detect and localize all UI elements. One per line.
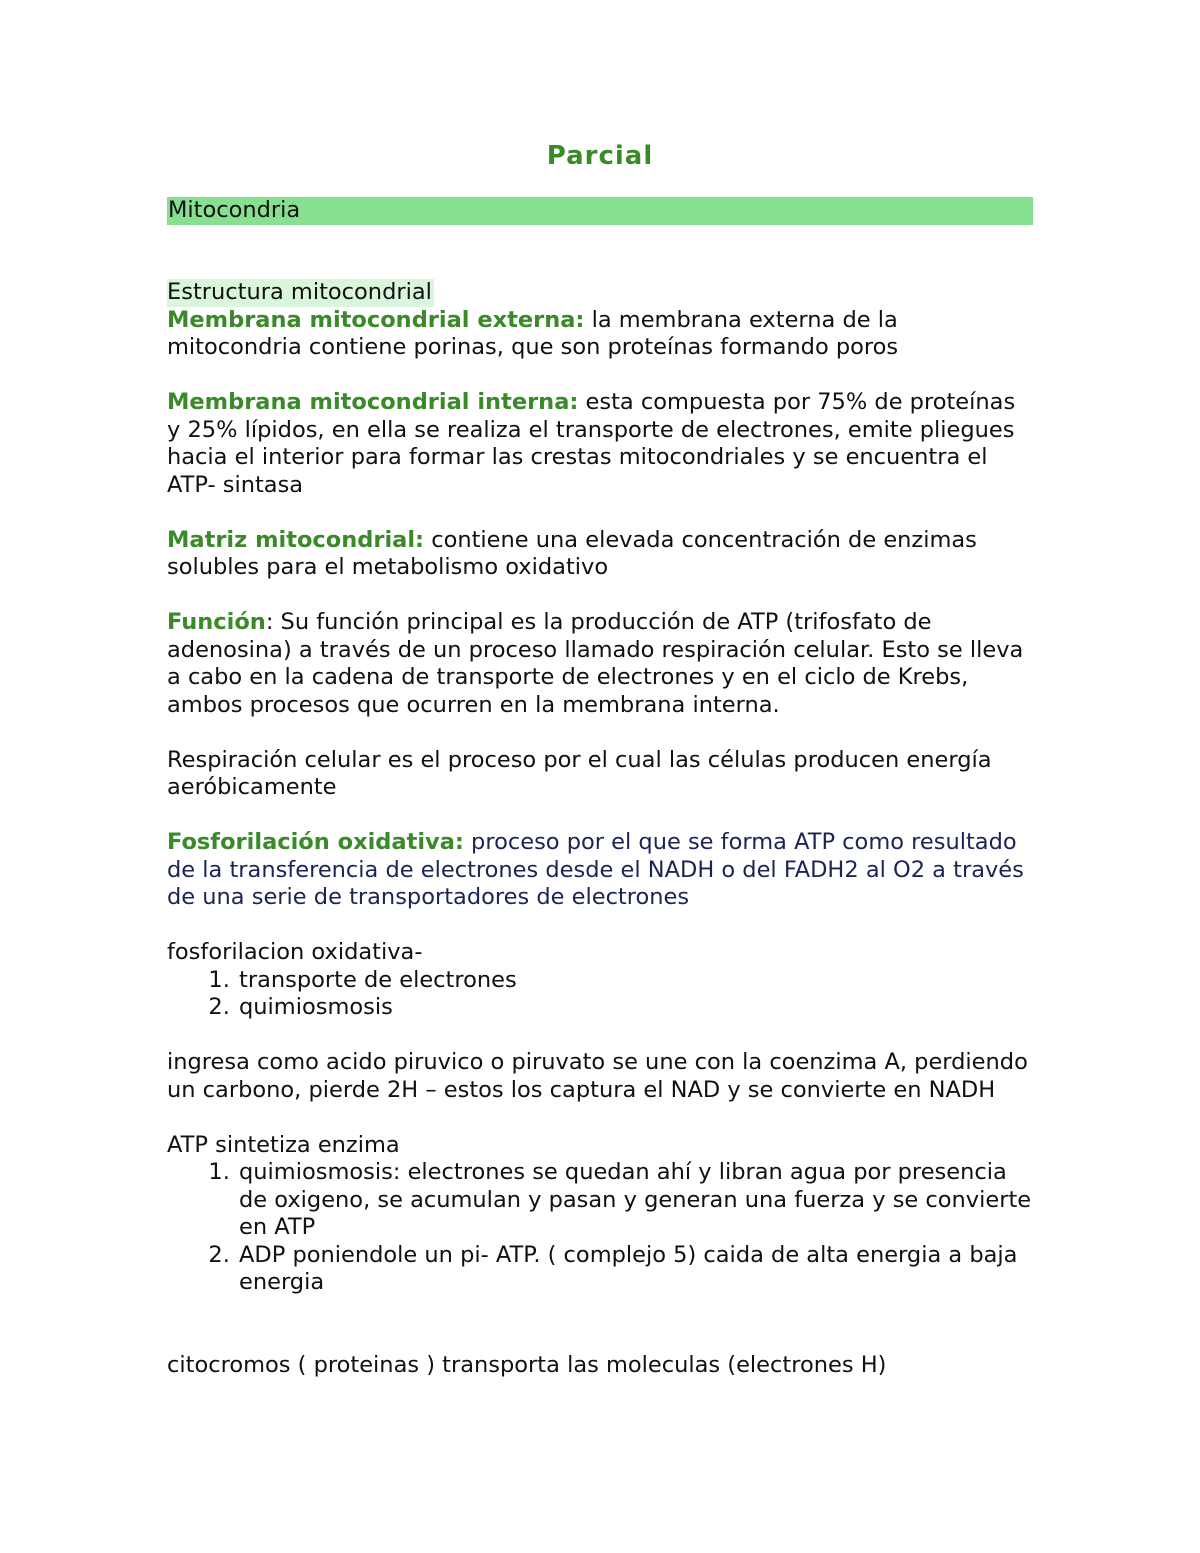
spacer — [167, 499, 1033, 527]
label-fosforilacion: Fosforilación oxidativa: — [167, 829, 464, 855]
atp-list — [167, 1159, 1033, 1297]
spacer — [167, 1022, 1033, 1050]
spacer — [167, 802, 1033, 830]
label-membrana-interna: Membrana mitocondrial interna: — [167, 389, 579, 415]
list-item: 1. quimiosmosis: electrones se quedan ahí y libran agua por presencia de oxigeno, se acumulan y pasan y generan una fuerza y se convierte en ATP — [237, 1159, 1033, 1242]
subheading-text: Estructura mitocondrial — [167, 279, 432, 305]
text-membrana-interna: esta compuesta por 75% de proteínas y 25% lípidos, en ella se realiza el transporte de electrones, emite pliegues hacia el interior para formar las crestas mitocondriales y se encuentra el ATP- sintasa — [167, 389, 1016, 498]
spacer — [167, 362, 1033, 390]
section-heading-mitocondria: Mitocondria — [167, 197, 1033, 225]
spacer — [167, 912, 1033, 940]
label-matriz: Matriz mitocondrial: — [167, 526, 425, 553]
label-funcion: Función — [167, 609, 266, 635]
label-membrana-externa: Membrana mitocondrial externa: — [167, 306, 585, 333]
list-item: 2. quimiosmosis — [237, 994, 1033, 1022]
spacer — [167, 719, 1033, 747]
spacer — [167, 1297, 1033, 1325]
paragraph-fosforilacion — [167, 829, 1033, 912]
document-content — [167, 138, 1033, 1379]
document-title: Parcial — [546, 141, 654, 171]
text-funcion: : Su función principal es la producción de ATP (trifosfato de adenosina) a través de un proceso llamado respiración celular. Esto se lleva a cabo en la cadena de transporte de electrones y en el ciclo de Krebs, ambos procesos que ocurren en la membrana interna. — [167, 609, 1024, 718]
paragraph-citocromos: citocromos ( proteinas ) transporta las moleculas (electrones H) — [167, 1351, 887, 1378]
paragraph-membrana-interna — [167, 389, 1033, 499]
list-item: 1. transporte de electrones — [237, 967, 1033, 995]
paragraph-matriz — [167, 527, 1033, 582]
spacer — [167, 582, 1033, 610]
text-membrana-externa: la membrana externa de la mitocondria contiene porinas, que son proteínas formando poros — [167, 306, 899, 360]
atp-list-title: ATP sintetiza enzima — [167, 1131, 400, 1158]
subheading-estructura — [167, 279, 1033, 307]
text-fosforilacion: proceso por el que se forma ATP como resultado de la transferencia de electrones desde el NADH o del FADH2 al O2 a través de una serie de transportadores de electrones — [167, 829, 1024, 910]
paragraph-membrana-externa — [167, 307, 1033, 362]
paragraph-funcion — [167, 609, 1033, 719]
paragraph-respiracion: Respiración celular es el proceso por el cual las células producen energía aeróbicamente — [167, 746, 992, 800]
text-matriz: contiene una elevada concentración de enzimas solubles para el metabolismo oxidativo — [167, 526, 977, 580]
spacer — [167, 1324, 1033, 1352]
list-item: 2. ADP poniendole un pi- ATP. ( complejo 5) caida de alta energia a baja energia — [237, 1242, 1033, 1297]
paragraph-ingresa: ingresa como acido piruvico o piruvato se une con la coenzima A, perdiendo un carbono, pierde 2H – estos los captura el NAD y se convierte en NADH — [167, 1049, 1028, 1103]
fosforilacion-list-title: fosforilacion oxidativa- — [167, 939, 423, 965]
fosforilacion-list — [167, 967, 1033, 1022]
spacer — [167, 1104, 1033, 1132]
